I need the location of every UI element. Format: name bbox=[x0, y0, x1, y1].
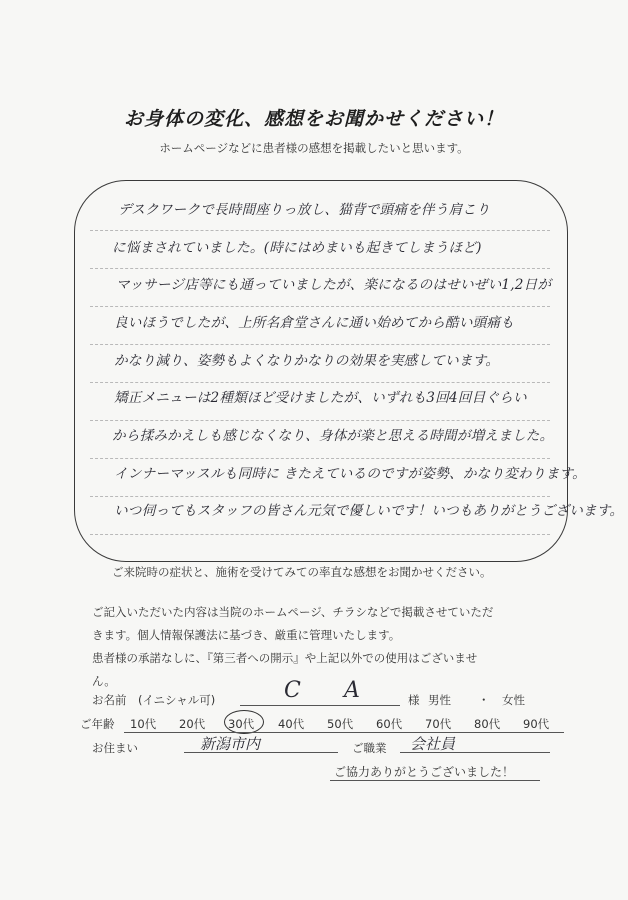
age-option[interactable]: 50代 bbox=[327, 717, 354, 731]
notice-line: ご記入いただいた内容は当院のホームページ、チラシなどで掲載させていただ bbox=[92, 605, 494, 619]
notice-line: 患者様の承諾なしに、『第三者への開示』や上記以外での使用はございませ bbox=[92, 651, 478, 665]
name-initial-first: C bbox=[284, 678, 301, 703]
ruled-line bbox=[90, 344, 550, 345]
handwritten-comment-line: かなり減り、姿勢もよくなりかなりの効果を実感しています。 bbox=[114, 353, 500, 369]
name-underline bbox=[240, 705, 400, 706]
address-label: お住まい bbox=[92, 741, 138, 755]
ruled-line bbox=[90, 230, 550, 231]
address-value: 新潟市内 bbox=[200, 735, 261, 753]
age-label: ご年齢 bbox=[80, 717, 115, 731]
age-selection-circle bbox=[224, 710, 264, 734]
ruled-line bbox=[90, 382, 550, 383]
page-subtitle: ホームページなどに患者様の感想を掲載したいと思います。 bbox=[159, 141, 469, 155]
job-label: ご職業 bbox=[352, 741, 387, 755]
gender-female-option[interactable]: 女性 bbox=[502, 693, 525, 707]
gender-separator: ・ bbox=[478, 693, 490, 707]
notice-line: きます。個人情報保護法に基づき、厳重に管理いたします。 bbox=[92, 628, 401, 642]
thanks-underline bbox=[330, 780, 540, 781]
page-title: お身体の変化、感想をお聞かせください！ bbox=[123, 108, 504, 130]
notice-line: ん。 bbox=[92, 674, 116, 688]
handwritten-comment-line: いつ伺ってもスタッフの皆さん元気で優しいです！いつもありがとうございます。 bbox=[114, 503, 624, 519]
age-option-selected[interactable]: 30代 bbox=[228, 717, 255, 731]
job-value: 会社員 bbox=[410, 735, 456, 753]
age-option[interactable]: 70代 bbox=[425, 717, 452, 731]
job-underline bbox=[400, 752, 550, 753]
age-option[interactable]: 90代 bbox=[523, 717, 550, 731]
handwritten-comment-line: 矯正メニューは2種類ほど受けましたが、いずれも3回4回目ぐらい bbox=[114, 390, 527, 406]
handwritten-comment-line: インナーマッスルも同時に きたえているのですが姿勢、かなり変わります。 bbox=[114, 466, 586, 482]
ruled-line bbox=[90, 420, 550, 421]
sama-label: 様 bbox=[408, 693, 420, 707]
age-underline bbox=[124, 732, 564, 733]
ruled-line bbox=[90, 306, 550, 307]
name-label: お名前 (イニシャル可) bbox=[92, 693, 216, 707]
address-underline bbox=[184, 752, 338, 753]
ruled-line bbox=[90, 268, 550, 269]
age-option[interactable]: 20代 bbox=[179, 717, 206, 731]
thanks-text: ご協力ありがとうございました！ bbox=[334, 765, 515, 779]
box-caption: ご来院時の症状と、施術を受けてみての率直な感想をお聞かせください。 bbox=[112, 565, 492, 579]
handwritten-comment-line: に悩まされていました。(時にはめまいも起きてしまうほど) bbox=[112, 240, 482, 256]
age-option[interactable]: 80代 bbox=[474, 717, 501, 731]
ruled-line bbox=[90, 496, 550, 497]
age-option[interactable]: 40代 bbox=[278, 717, 305, 731]
name-initial-second: A bbox=[344, 678, 360, 703]
ruled-line bbox=[90, 458, 550, 459]
handwritten-comment-line: 良いほうでしたが、上所名倉堂さんに通い始めてから酷い頭痛も bbox=[114, 315, 515, 331]
ruled-line bbox=[90, 534, 550, 535]
gender-male-option[interactable]: 男性 bbox=[428, 693, 451, 707]
handwritten-comment-line: から揉みかえしも感じなくなり、身体が楽と思える時間が増えました。 bbox=[112, 428, 554, 444]
age-option[interactable]: 10代 bbox=[130, 717, 157, 731]
handwritten-comment-line: デスクワークで長時間座りっ放し、猫背で頭痛を伴う肩こり bbox=[118, 202, 490, 218]
age-option[interactable]: 60代 bbox=[376, 717, 403, 731]
handwritten-comment-line: マッサージ店等にも通っていましたが、楽になるのはせいぜい1,2日が bbox=[116, 277, 552, 293]
